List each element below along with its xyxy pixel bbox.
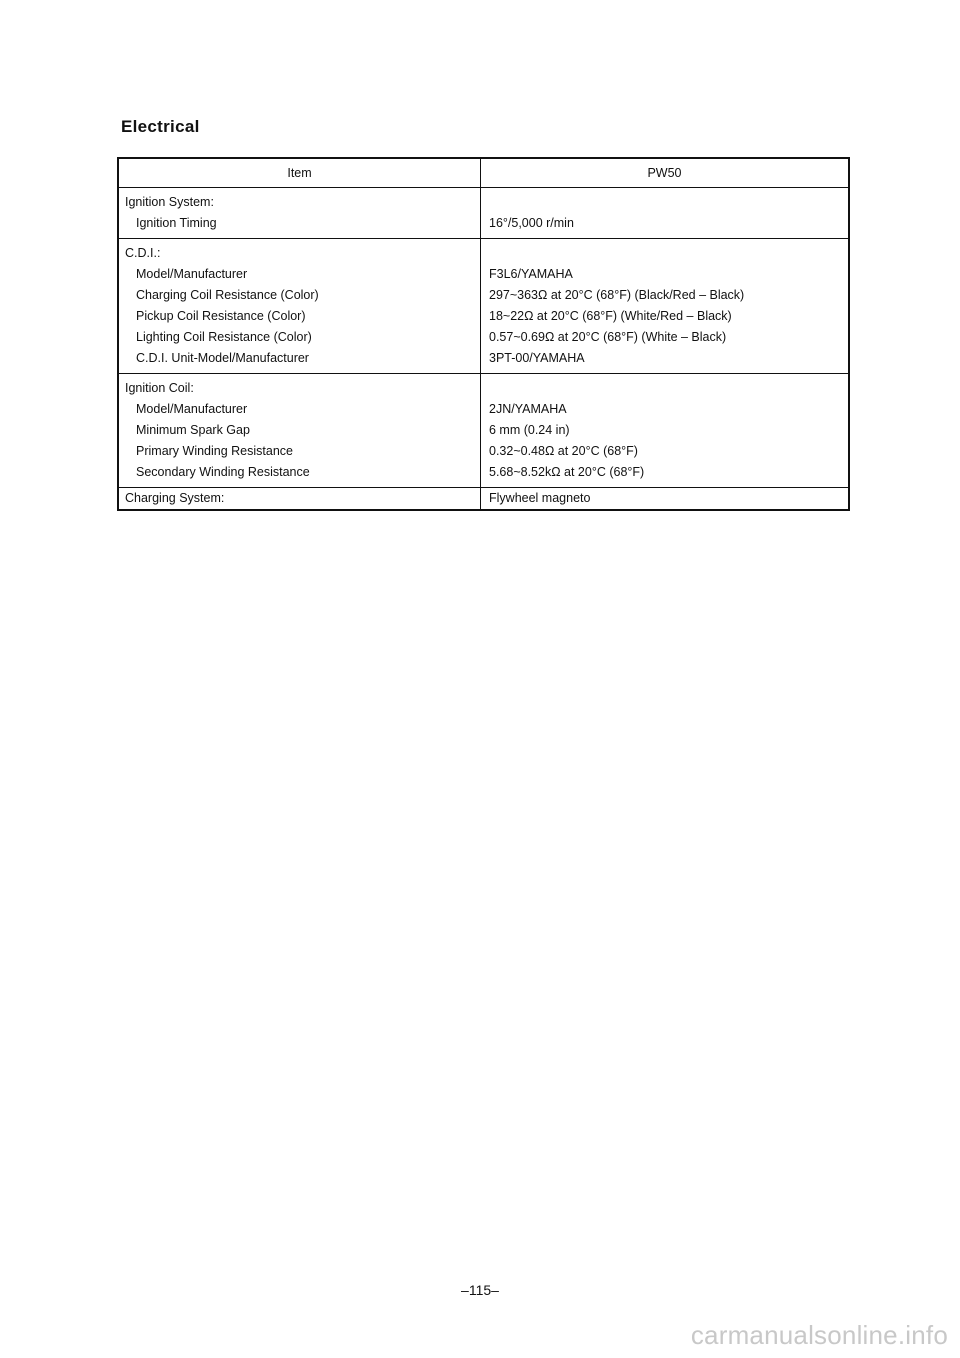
group-label: Ignition System: — [125, 195, 214, 209]
header-model: PW50 — [481, 158, 850, 188]
header-item: Item — [118, 158, 481, 188]
value-cell — [481, 188, 850, 239]
watermark: carmanualsonline.info — [690, 1320, 948, 1350]
group-label: Ignition Coil: — [125, 381, 194, 395]
item-label: Pickup Coil Resistance (Color) — [136, 309, 306, 323]
item-cell — [118, 188, 481, 239]
item-label: Lighting Coil Resistance (Color) — [136, 330, 312, 344]
item-cell — [118, 374, 481, 488]
value-cell — [481, 488, 850, 511]
item-label: Charging Coil Resistance (Color) — [136, 288, 319, 302]
group-label: C.D.I.: — [125, 246, 161, 260]
item-value: 5.68~8.52kΩ at 20°C (68°F) — [489, 465, 645, 479]
value-cell — [481, 239, 850, 374]
table-header-row — [118, 158, 849, 188]
page-number: –115– — [461, 1282, 499, 1298]
item-value: 0.32~0.48Ω at 20°C (68°F) — [489, 444, 638, 458]
section-title: Electrical — [121, 117, 200, 136]
value-cell — [481, 374, 850, 488]
table-row — [118, 374, 849, 488]
item-label: Model/Manufacturer — [136, 267, 248, 281]
item-cell — [118, 239, 481, 374]
item-label: Model/Manufacturer — [136, 402, 248, 416]
item-value: F3L6/YAMAHA — [489, 267, 573, 281]
item-value: 6 mm (0.24 in) — [489, 423, 570, 437]
item-value: 297~363Ω at 20°C (68°F) (Black/Red – Black) — [489, 288, 745, 302]
item-value: 0.57~0.69Ω at 20°C (68°F) (White – Black) — [489, 330, 727, 344]
group-label: Charging System: — [125, 491, 225, 505]
item-label: Ignition Timing — [136, 216, 217, 230]
item-value: 16°/5,000 r/min — [489, 216, 574, 230]
item-value: Flywheel magneto — [489, 491, 591, 505]
item-value: 2JN/YAMAHA — [489, 402, 567, 416]
spec-table — [117, 157, 850, 511]
table-row — [118, 239, 849, 374]
item-label: Minimum Spark Gap — [136, 423, 250, 437]
table-row — [118, 188, 849, 239]
table-row — [118, 488, 849, 511]
item-label: Secondary Winding Resistance — [136, 465, 310, 479]
item-value: 18~22Ω at 20°C (68°F) (White/Red – Black) — [489, 309, 732, 323]
item-label: Primary Winding Resistance — [136, 444, 293, 458]
item-label: C.D.I. Unit-Model/Manufacturer — [136, 351, 309, 365]
item-value: 3PT-00/YAMAHA — [489, 351, 585, 365]
item-cell — [118, 488, 481, 511]
